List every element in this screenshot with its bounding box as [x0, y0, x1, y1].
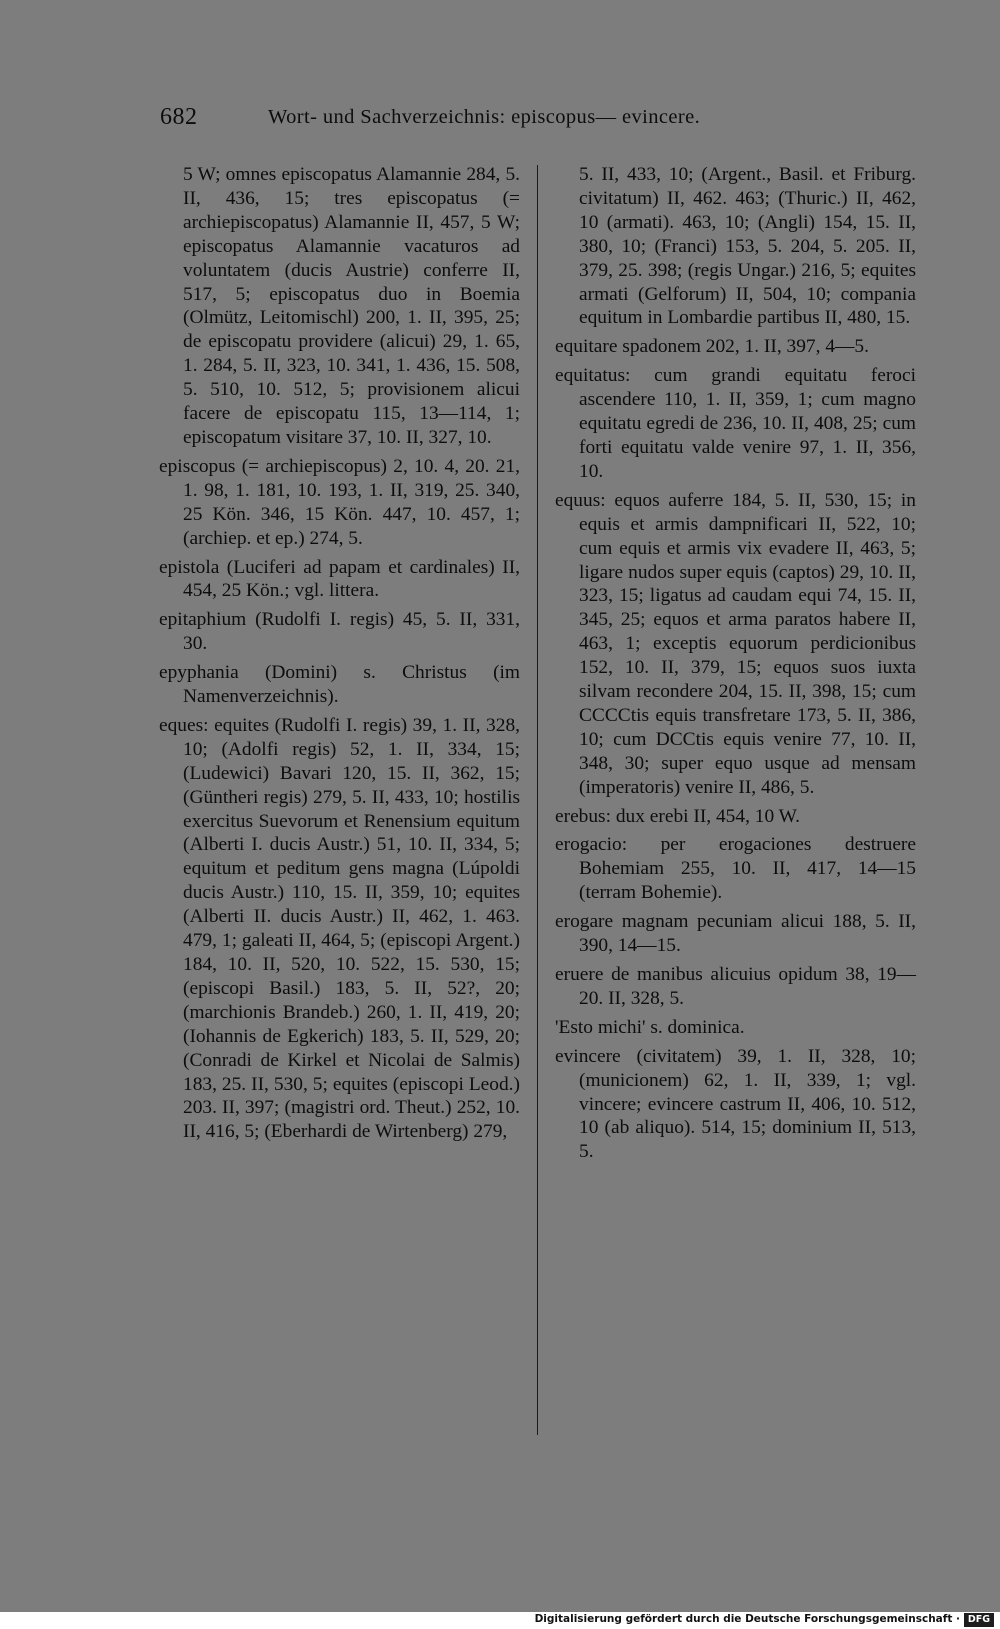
right-column — [555, 163, 916, 1169]
index-entry-epyphania: epyphania (Domini) s. Christus (im Namenverzeichnis). — [159, 662, 520, 708]
index-entry-continuation: 5. II, 433, 10; (Argent., Basil. et Friburg. civitatum) II, 462. 463; (Thuric.) II, 462, 10 (armati). 463, 10; (Angli) 154, 15. II, 380, 10; (Franci) 153, 5. 204, 5. 205. II, 379, 25. 398; (regis Ungar.) 216, 5; equites armati (Gelforum) II, 504, 10; compania equitum in Lombardie partibus II, 480, 15. — [579, 164, 916, 329]
index-entry-continuation: 5 W; omnes episcopatus Alamannie 284, 5. II, 436, 15; tres episcopatus (= archiepiscopatus) Alamannie II, 457, 5 W; episcopatus Alamannie vacaturos ad voluntatem (ducis Austrie) conferre II, 517, 5; episcopatus duo in Boemia (Olmütz, Leitomischl) 200, 1. II, 395, 25; de episcopatu providere (alicui) 29, 1. 65, 1. 284, 5. II, 323, 10. 341, 1. 436, 15. 508, 5. 510, 10. 512, 5; provisionem alicui facere de episcopatu 115, 13—114, 1; episcopatum visitare 37, 10. II, 327, 10. — [183, 164, 520, 448]
index-entry-erebus: erebus: dux erebi II, 454, 10 W. — [555, 805, 801, 827]
footer-bar — [0, 1612, 1000, 1629]
index-entry-evincere: evincere (civitatem) 39, 1. II, 328, 10; (municionem) 62, 1. II, 339, 1; vgl. vincere; evincere castrum II, 406, 10. 512, 10 (ab aliquo). 514, 15; dominium II, 513, 5. — [555, 1045, 916, 1163]
index-entry-eruere: eruere de manibus alicuius opidum 38, 19—20. II, 328, 5. — [555, 964, 916, 1009]
left-column — [159, 163, 520, 1149]
dfg-logo: DFG — [964, 1613, 994, 1627]
index-entry-epitaphium: epitaphium (Rudolfi I. regis) 45, 5. II, 331, 30. — [159, 609, 520, 655]
index-entry-equitatus: equitatus: cum grandi equitatu feroci ascendere 110, 1. II, 359, 1; cum magno equitatu egredi de 236, 10. II, 408, 25; cum forti equitatu valde venire 97, 1. II, 356, 10. — [555, 365, 916, 482]
index-entry-erogacio: erogacio: per erogaciones destruere Bohemiam 255, 10. II, 417, 14—15 (terram Bohemie). — [555, 834, 916, 904]
footer-credit: Digitalisierung gefördert durch die Deutsche Forschungsgemeinschaft · — [534, 1613, 960, 1625]
running-head: Wort- und Sachverzeichnis: episcopus— evincere. — [268, 106, 701, 128]
page-number: 682 — [160, 104, 198, 130]
index-entry-erogare: erogare magnam pecuniam alicui 188, 5. II, 390, 14—15. — [555, 911, 916, 957]
column-divider — [537, 165, 538, 1435]
index-entry-equitare: equitare spadonem 202, 1. II, 397, 4—5. — [555, 336, 869, 358]
index-entry-equus: equus: equos auferre 184, 5. II, 530, 15; in equis et armis dampnificari II, 522, 10; cum equis et armis vix evadere II, 463, 5; ligare nudos super equis (captos) 29, 10. II, 323, 15; ligatus ad caudam equi 74, 15. II, 345, 25; equos et arma paratos habere II, 463, 1; exceptis equorum perdicionibus 152, 10. II, 379, 15; equos suos iuxta silvam recondere 204, 15. II, 398, 15; cum CCCCtis equis transfretare 173, 5. II, 386, 10; cum DCCtis equis venire 77, 10. II, 348, 30; super equo usque ad mensam (imperatoris) venire II, 486, 5. — [555, 489, 916, 798]
index-entry-epistola: epistola (Luciferi ad papam et cardinales) II, 454, 25 Kön.; vgl. littera. — [159, 556, 520, 602]
index-entry-episcopus: episcopus (= archiepiscopus) 2, 10. 4, 20. 21, 1. 98, 1. 181, 10. 193, 1. II, 319, 25. 340, 25 Kön. 346, 15 Kön. 447, 10. 457, 1; (archiep. et ep.) 274, 5. — [159, 455, 520, 549]
index-entry-esto-michi: 'Esto michi' s. dominica. — [555, 1016, 745, 1038]
index-entry-eques: eques: equites (Rudolfi I. regis) 39, 1. II, 328, 10; (Adolfi regis) 52, 1. II, 334, 15; (Ludewici) Bavari 120, 15. II, 362, 15; (Güntheri regis) 279, 5. II, 433, 10; hostilis exercitus Suevorum et Renensium equitum (Alberti I. ducis Austr.) 51, 10. II, 334, 5; equitum et peditum gens magna (Lúpoldi ducis Austr.) 110, 15. II, 359, 10; equites (Alberti II. ducis Austr.) II, 462, 1. 463. 479, 1; galeati II, 464, 5; (episcopi Argent.) 184, 10. II, 520, 10. 522, 15. 530, 15; (episcopi Basil.) 183, 5. II, 52?, 20; (marchionis Brandeb.) 260, 1. II, 419, 20; (Iohannis de Egkerich) 183, 5. II, 529, 20; (Conradi de Kirkel et Nicolai de Salmis) 183, 25. II, 530, 5; equites (episcopi Leod.) 203. II, 397; (magistri ord. Theut.) 252, 10. II, 416, 5; (Eberhardi de Wirtenberg) 279, — [159, 714, 520, 1143]
